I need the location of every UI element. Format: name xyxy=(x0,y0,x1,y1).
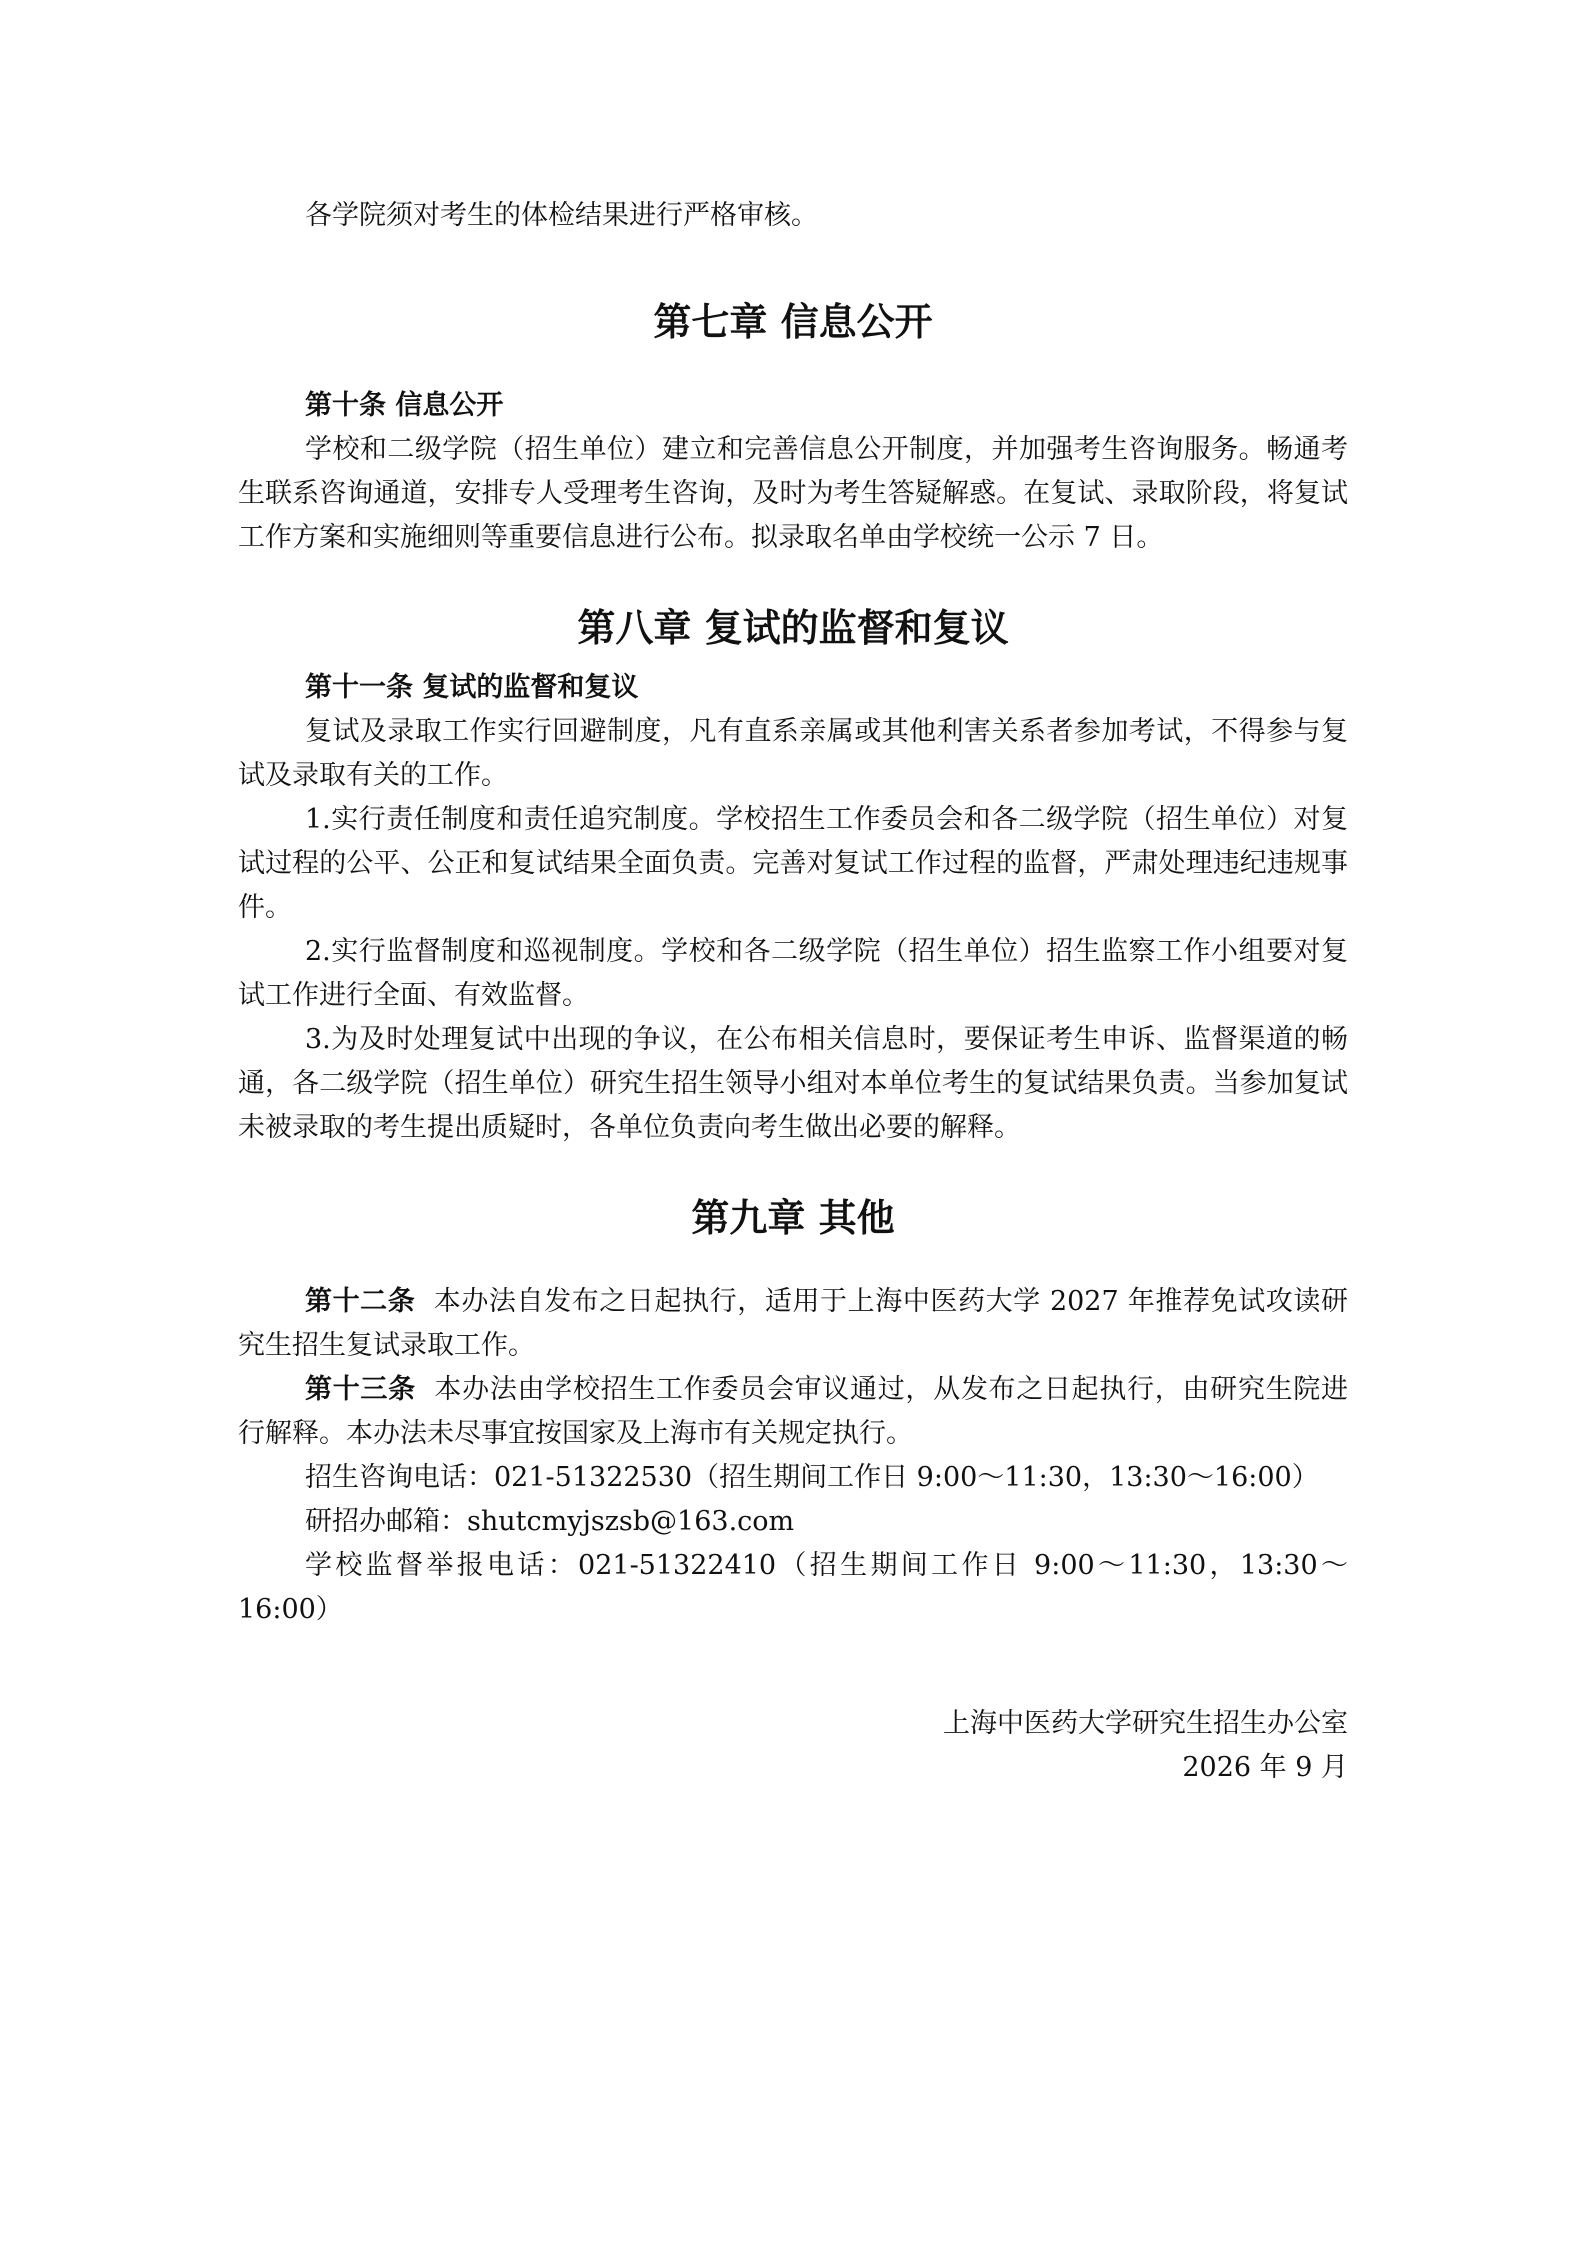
article-11-item-1: 1.实行责任制度和责任追究制度。学校招生工作委员会和各二级学院（招生单位）对复试过程的公平、公正和复试结果全面负责。完善对复试工作过程的监督，严肃处理违纪违规事件。 xyxy=(238,804,1348,923)
chapter-9-title: 第九章 其他 xyxy=(691,1196,895,1240)
chapter-8-title: 第八章 复试的监督和复议 xyxy=(577,606,1009,650)
signature-office: 上海中医药大学研究生招生办公室 xyxy=(943,1708,1348,1739)
article-12-lead: 第十二条 xyxy=(305,1286,416,1317)
supervision-phone: 学校监督举报电话：021-51322410（招生期间工作日 9:00～11:30，13:30～16:00） xyxy=(238,1550,1348,1625)
article-12-paragraph xyxy=(238,1280,1348,1368)
article-11-heading: 第十一条 复试的监督和复议 xyxy=(305,672,639,703)
chapter-7-title: 第七章 信息公开 xyxy=(653,300,933,344)
article-13-body: 本办法由学校招生工作委员会审议通过，从发布之日起执行，由研究生院进行解释。本办法未尽事宜按国家及上海市有关规定执行。 xyxy=(238,1374,1348,1449)
article-11-item-3: 3.为及时处理复试中出现的争议，在公布相关信息时，要保证考生申诉、监督渠道的畅通，各二级学院（招生单位）研究生招生领导小组对本单位考生的复试结果负责。当参加复试未被录取的考生提出质疑时，各单位负责向考生做出必要的解释。 xyxy=(238,1024,1348,1143)
article-10-heading: 第十条 信息公开 xyxy=(305,390,504,421)
document-page xyxy=(238,180,1348,1790)
article-13-lead: 第十三条 xyxy=(305,1374,416,1405)
contact-email: 研招办邮箱：shutcmyjszsb@163.com xyxy=(305,1506,795,1537)
article-10-body: 学校和二级学院（招生单位）建立和完善信息公开制度，并加强考生咨询服务。畅通考生联系咨询通道，安排专人受理考生咨询，及时为考生答疑解惑。在复试、录取阶段，将复试工作方案和实施细则等重要信息进行公布。拟录取名单由学校统一公示 7 日。 xyxy=(238,434,1348,553)
signature-date: 2026 年 9 月 xyxy=(1182,1752,1348,1783)
intro-paragraph: 各学院须对考生的体检结果进行严格审核。 xyxy=(305,200,818,231)
article-12-body: 本办法自发布之日起执行，适用于上海中医药大学 2027 年推荐免试攻读研究生招生复试录取工作。 xyxy=(238,1286,1348,1361)
article-13-paragraph xyxy=(238,1368,1348,1456)
article-11-intro: 复试及录取工作实行回避制度，凡有直系亲属或其他利害关系者参加考试，不得参与复试及录取有关的工作。 xyxy=(238,716,1348,791)
contact-phone: 招生咨询电话：021-51322530（招生期间工作日 9:00～11:30，13:30～16:00） xyxy=(305,1462,1319,1493)
article-11-item-2: 2.实行监督制度和巡视制度。学校和各二级学院（招生单位）招生监察工作小组要对复试工作进行全面、有效监督。 xyxy=(238,936,1348,1011)
